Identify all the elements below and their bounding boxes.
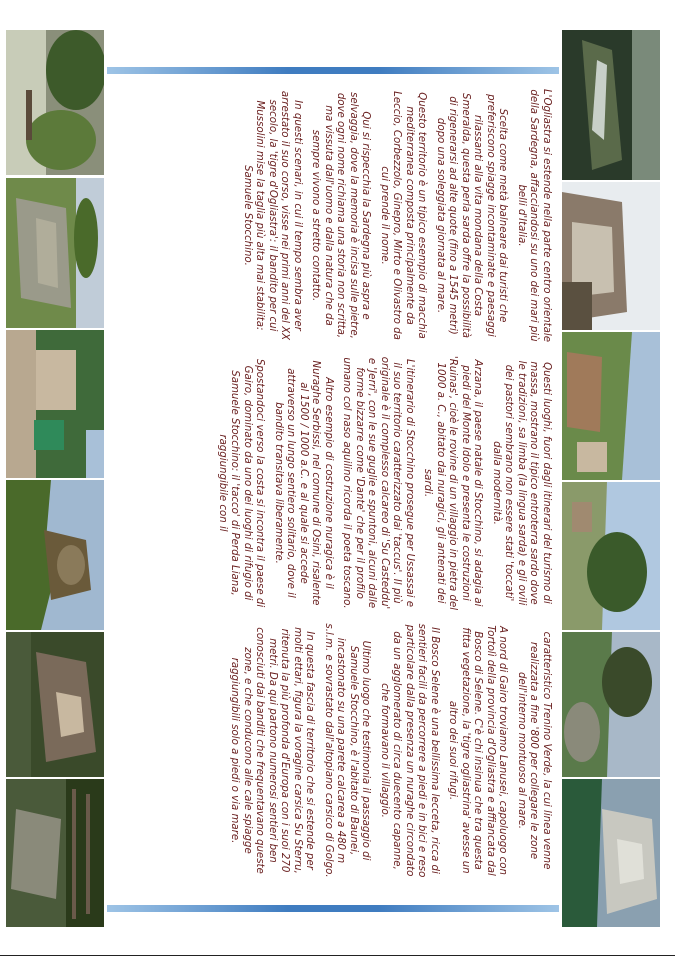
brochure-text-area (112, 84, 552, 882)
col3-paragraph: A nord di Gairo troviamo Lanusei, capoluogo con Tortolì della provincia d'Ogliastra e affiancata dal Bosco di Selene. C'è chi insinua che tra questa fitta vegetazione, la 'tigre ogliastrina' avesse un altro dei suoi rifugi. (447, 625, 509, 876)
photo-mountain-village-image (562, 332, 660, 480)
photo-nuraghe-tower (562, 182, 660, 330)
bottom-blue-band (107, 905, 559, 912)
photo-mountain-village (562, 332, 660, 480)
col2-paragraph: L'itinerario di Stocchino prosegue per Ussassai e il suo territorio caratterizzato dai 'taccus'. Il più originale è il complesso calcareo di 'Su Casteddu' e 'Jerri', con le sue guglie e spuntoni, alcuni dalle forme bizzarre come 'Dante' che per il profilo umano col naso aquilino ricorda il poeta toscano. (341, 356, 415, 610)
photo-mountain-peaks (562, 632, 660, 777)
col3-paragraph: In questa fascia di territorio che si estende per molti ettari, figura la voragine carsica Su Sterru, ritenuta la più profonda d'Europa con i suoi 270 metri. Da qui partono numerosi sentieri ben conosciuti dai banditi che frequentavano queste zone, e che conducono alle cale spiagge raggiungibili solo a piedi o via mare. (229, 627, 316, 874)
photo-cliffs (6, 480, 104, 630)
text-column-2 (112, 352, 552, 615)
text-column-3 (112, 619, 552, 882)
photo-village-trees (562, 482, 660, 630)
top-blue-band (107, 67, 559, 74)
col1-paragraph: L'Ogliastra si estende nella parte centro orientale della Sardegna, affacciandosi su uno dei mari più belli d'Italia. (516, 88, 552, 343)
photo-coastal-rocks-image (562, 779, 660, 927)
photo-waterfall (562, 30, 660, 180)
col3-paragraph: Ultimo luogo che testimonia il passaggio di Samuele Stocchino, è l'abitato di Baunei, incastonato su una parete calcarea a 480 m s.l.m. e sovrastato dall'altopiano carsico di Golgo. (323, 623, 372, 878)
col3-paragraph: Il Bosco Selene è una bellissima lecceta, ricca di sentieri facili da percorrere a piedi e in bici e reso particolare dalla presenza un nuraghe circondato da un agglomerato di circa duecento capanne, che formavano il villaggio. (379, 623, 440, 878)
photo-rocky-outcrop-image (6, 632, 104, 777)
text-column-1 (112, 84, 552, 347)
col3-paragraph: caratteristico Trenino Verde, la cui linea venne realizzata a fine '800 per collegare le zone dell'interno montuoso al mare. (516, 631, 552, 870)
photo-trees (6, 30, 104, 175)
col2-paragraph: Questi luoghi, fuori dagli itinerari del turismo di massa, mostrano il tipico entroterra sardo dove le tradizioni, sa limba (la lingua sarda) e gli ovili dei pastori sembrano non essere stati 'toccati' dalla modernità. (491, 360, 552, 606)
col2-paragraph: Arzana, il paese natale di Stocchino, si adagia ai piedi del Monte Idolo e presenta le costruzioni 'Ruinas', cioè le rovine di un villaggio in pietra del 1000 a. C., abitato dai nuragici, gli antenati dei sardi. (422, 355, 484, 611)
photo-cliffs-image (6, 480, 104, 630)
photo-stone-walls-image (6, 178, 104, 328)
col2-paragraph: Spostandoci verso la costa si incontra il paese di Gairo, dominato da uno dei luoghi di rifugio di Samuele Stocchino: il 'tacco' di Perda Liana, raggiungibile con il (217, 358, 266, 608)
col1-paragraph: Questo territorio è un tipico esempio di macchia mediterranea composta principalmente da Leccio, Corbezzolo, Ginepro, Mirto e Olivastro da cui prende il nome. (379, 91, 428, 340)
photo-rocky-outcrop (6, 632, 104, 777)
col1-paragraph: In questi scenari, in cui il tempo sembra aver arrestato il suo corso, visse nei primi anni del XX secolo, la 'tigre d'Ogliastra': il bandito per cui Mussolini mise la taglia più alta mai stabilita: Samuele Stocchino. (242, 90, 303, 341)
photo-coastal-rocks (562, 779, 660, 927)
photo-stone-walls (6, 178, 104, 328)
col2-paragraph: Altro esempio di costruzione nuragica è il Nuraghe Serbissi, nel comune di Osini, risalente al 1500 / 1000 a.C. e al quale si accede attraverso un lungo sentiero solitario, dove il bandito transitava liberamente. (273, 360, 334, 606)
col1-paragraph: Qui si rispecchia la Sardegna più aspra e selvaggia, dove la memoria è incisa sulle pietre, dove ogni nome richiama una storia non scritta, ma vissuta dall'uomo e dalla natura che da sempre vivono a stretto contatto. (310, 92, 372, 339)
photo-mountain-peaks-image (562, 632, 660, 777)
photo-forest-path-image (6, 779, 104, 927)
photo-waterfall-image (562, 30, 660, 180)
page-bottom-rule (0, 955, 675, 956)
photo-village-house-image (6, 330, 104, 478)
photo-forest-path (6, 779, 104, 927)
photo-nuraghe-tower-image (562, 182, 660, 330)
photo-village-house (6, 330, 104, 478)
photo-village-trees-image (562, 482, 660, 630)
col1-paragraph: Scelta come metà balneare dai turisti che preferiscono spiagge incontaminate e paesaggi rilassanti alla vita mondana della Costa Smeralda, questa perla sarda offre la possibilità di rigenerarsi ad alte quote (fino a 1545 metri) dopo una soleggiata giornata al mare. (435, 93, 509, 338)
photo-trees-image (6, 30, 104, 175)
